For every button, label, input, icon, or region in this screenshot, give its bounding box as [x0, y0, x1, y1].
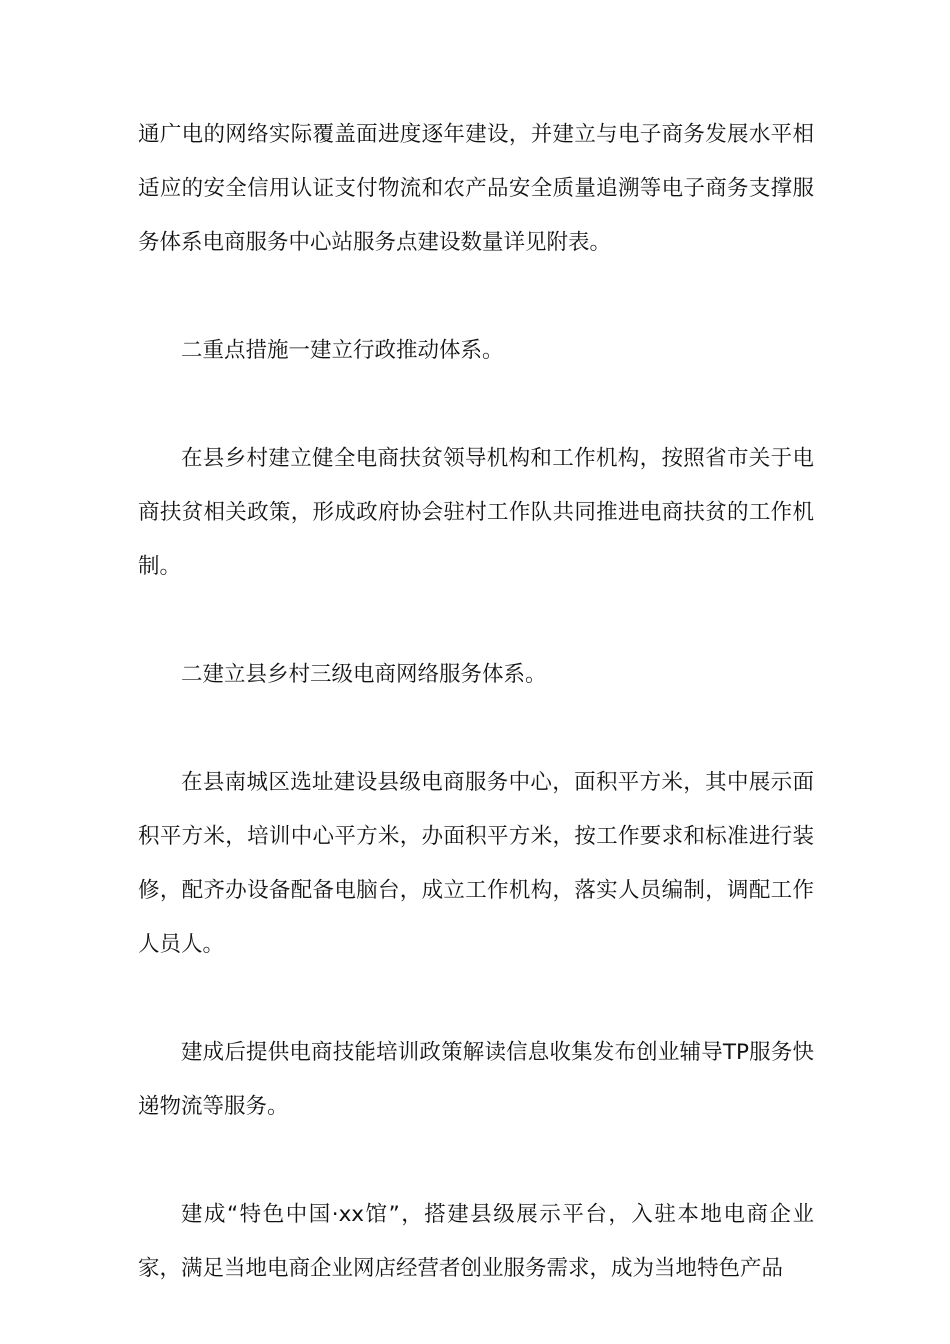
paragraph-gap [138, 378, 814, 432]
paragraph-gap [138, 972, 814, 1026]
document-body [138, 108, 814, 1296]
paragraph: 建成“特色中国·xx馆”，搭建县级展示平台，入驻本地电商企业家，满足当地电商企业网店经营者创业服务需求，成为当地特色产品 [138, 1202, 814, 1281]
paragraph-gap [138, 702, 814, 756]
paragraph: 在县乡村建立健全电商扶贫领导机构和工作机构，按照省市关于电商扶贫相关政策，形成政府协会驻村工作队共同推进电商扶贫的工作机制。 [138, 446, 814, 579]
paragraph: 建成后提供电商技能培训政策解读信息收集发布创业辅导TP服务快递物流等服务。 [138, 1040, 814, 1119]
paragraph: 二建立县乡村三级电商网络服务体系。 [181, 662, 547, 687]
paragraph: 二重点措施一建立行政推动体系。 [181, 338, 504, 363]
paragraph: 通广电的网络实际覆盖面进度逐年建设，并建立与电子商务发展水平相适应的安全信用认证支付物流和农产品安全质量追溯等电子商务支撑服务体系电商服务中心站服务点建设数量详见附表。 [138, 122, 814, 255]
paragraph-gap [138, 1134, 814, 1188]
paragraph-gap [138, 594, 814, 648]
paragraph-gap [138, 270, 814, 324]
paragraph: 在县南城区选址建设县级电商服务中心，面积平方米，其中展示面积平方米，培训中心平方米，办面积平方米，按工作要求和标准进行装修，配齐办设备配备电脑台，成立工作机构，落实人员编制，调配工作人员人。 [138, 770, 814, 957]
